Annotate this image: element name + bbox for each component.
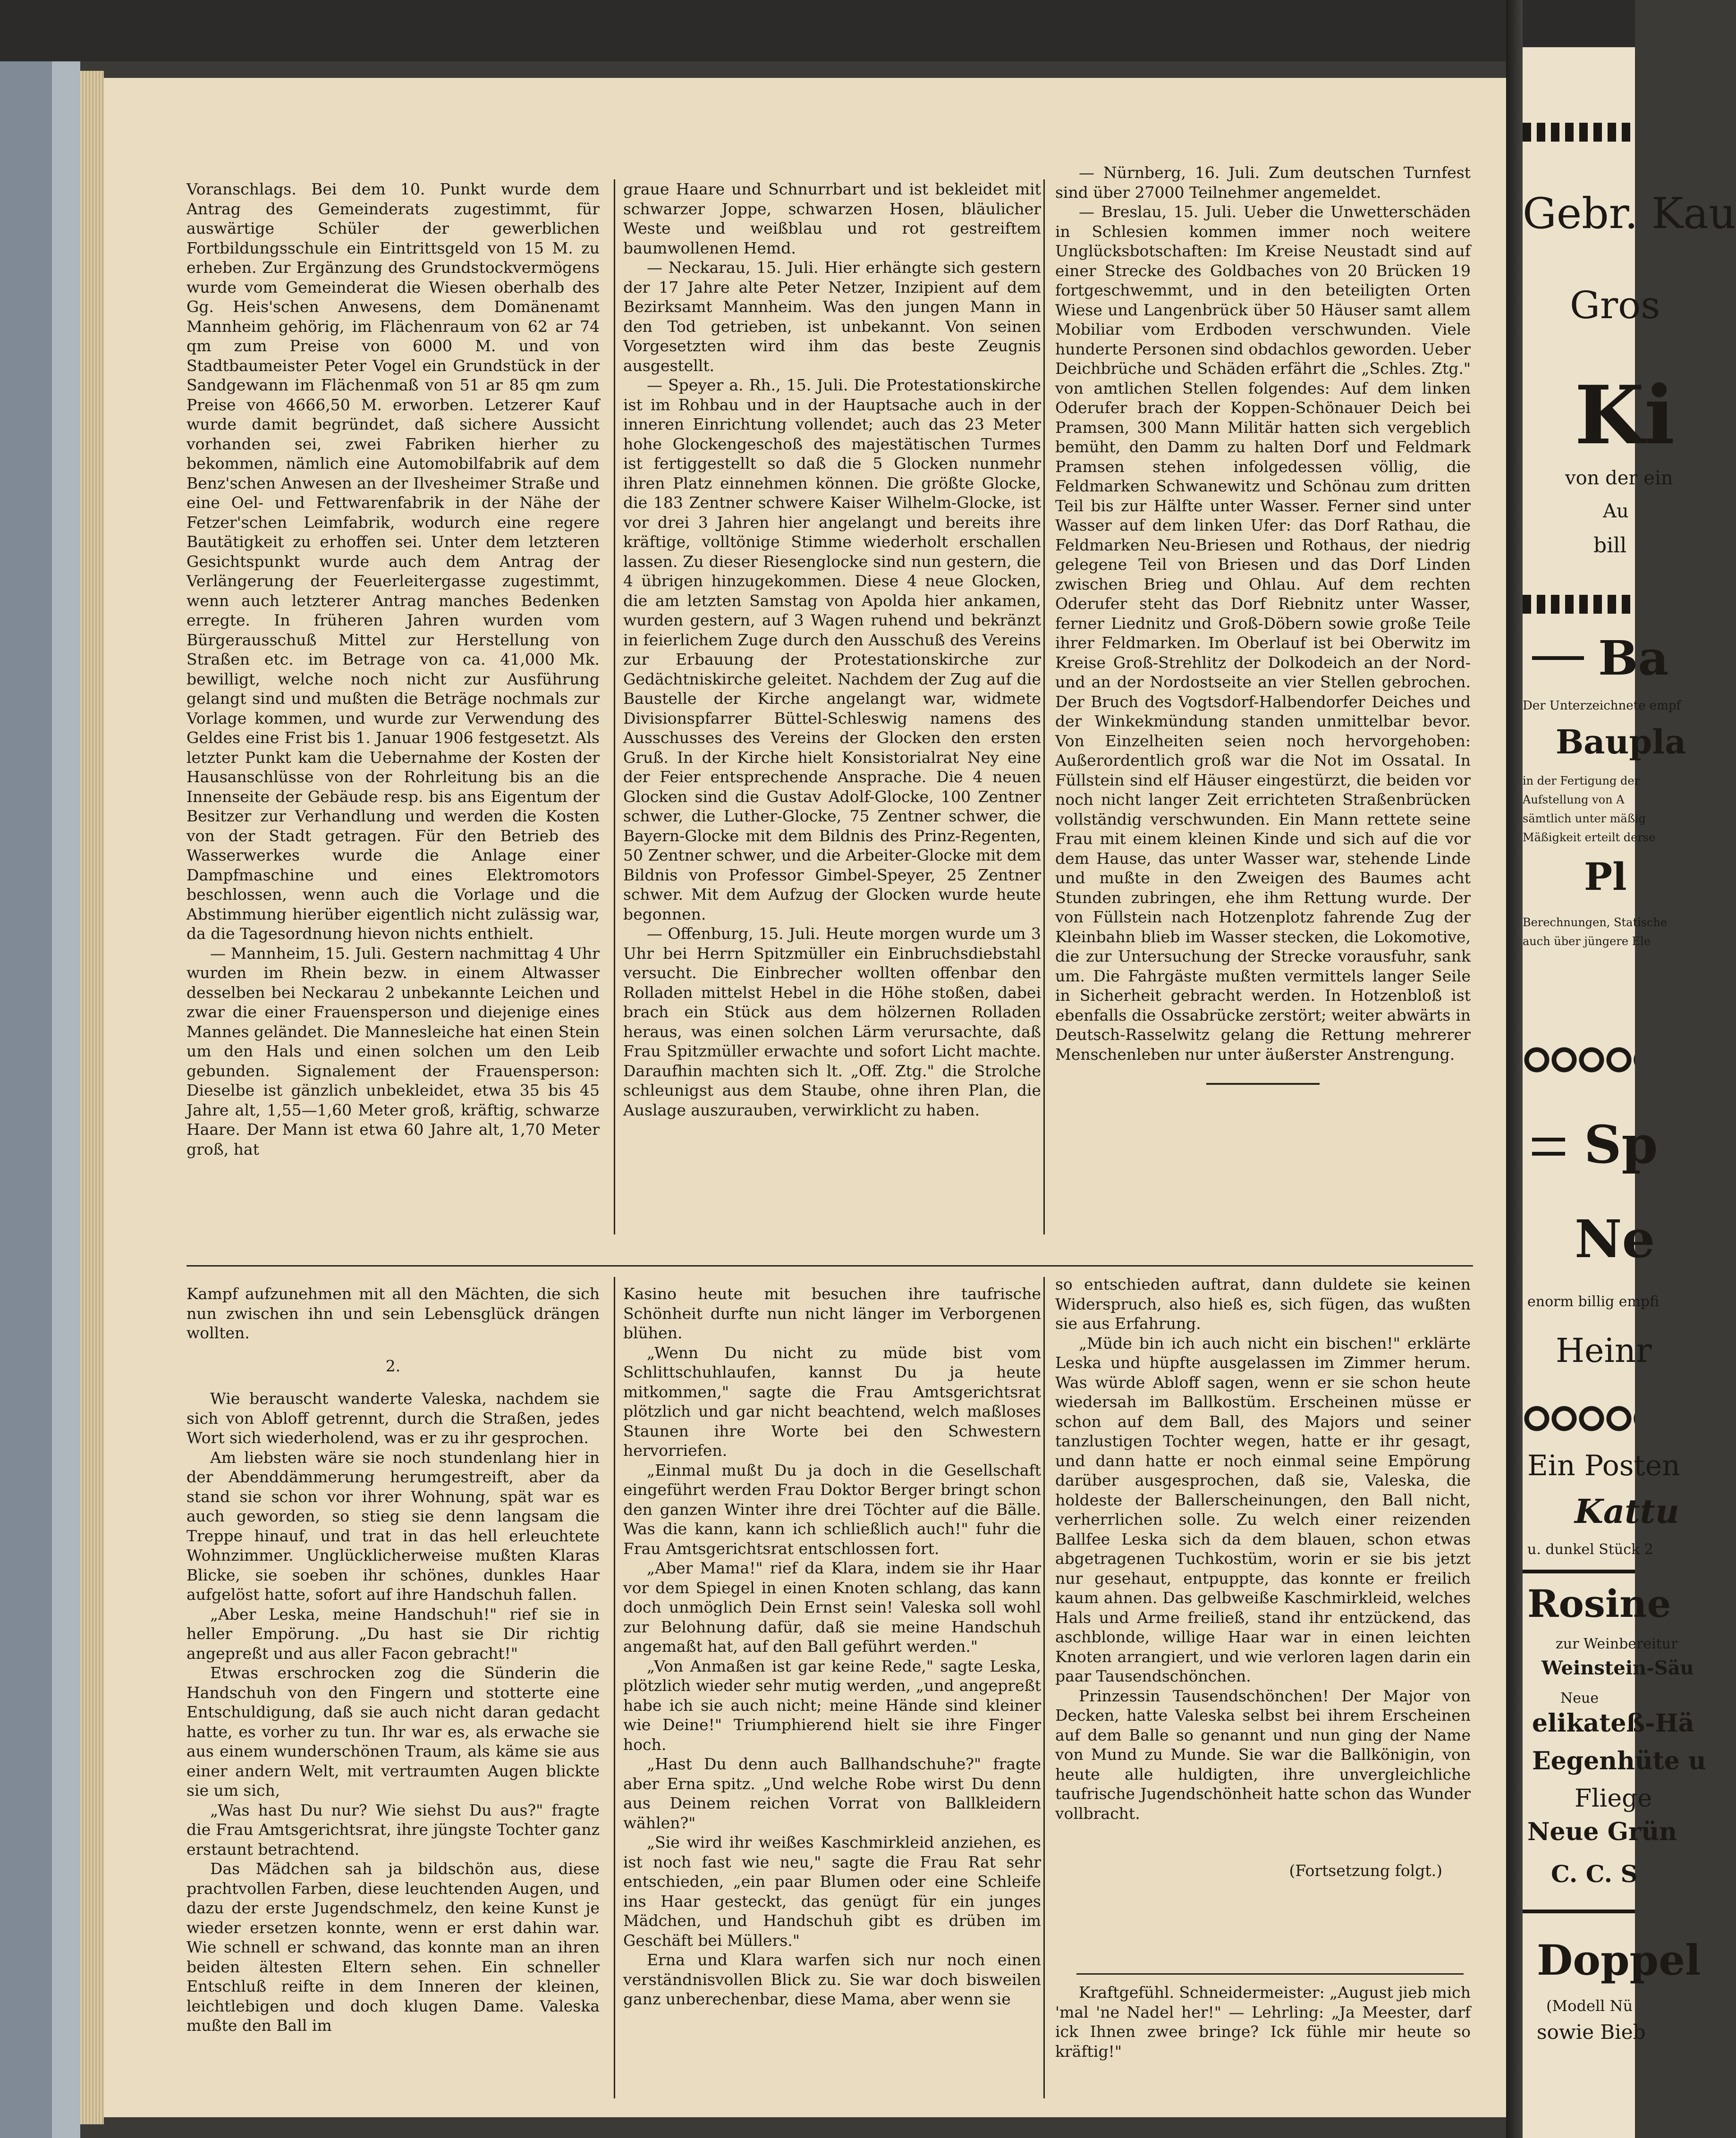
ad-line: elikateß-Hä	[1532, 1709, 1694, 1738]
scanner-background	[0, 0, 1635, 61]
ad-line: von der ein	[1565, 467, 1673, 489]
story-paragraph: „Hast Du denn auch Ballhandschuhe?" fragte aber Erna spitz. „Und welche Robe wirst Du denn aus Deinem reichen Vorrat von Ballkleidern wählen?"	[623, 1755, 1041, 1832]
page-stack-edge	[80, 71, 104, 2124]
ad-line: (Modell Nü	[1546, 1997, 1633, 2015]
facing-page-ads	[1523, 47, 1736, 2138]
anecdote-text: Kraftgefühl. Schneidermeister: „August jieb mich 'mal 'ne Nadel her!" — Lehrling: „Ja Meester, darf ick Ihnen zwee bringe? Ick fühle mir heute so kräftig!"	[1055, 1983, 1471, 2061]
news-paragraph: graue Haare und Schnurrbart und ist bekleidet mit schwarzer Joppe, schwarzen Hosen, bläulicher Weste und weißblau und rot gestreiftem baumwollenen Hemd.	[623, 180, 1041, 257]
ad-line: Mäßigkeit erteilt derse	[1523, 831, 1656, 844]
story-paragraph: „Müde bin ich auch nicht ein bischen!" erklärte Leska und hüpfte ausgelassen im Zimmer herum. Was würde Abloff sagen, wenn er sie schon heute wiedersah im Ballkostüm. Erscheinen müsse er schon auf dem Ball, des Majors und seiner tanzlustigen Tochter wegen, hatte er ihr gesagt, und dann hatte er noch einmal seine Empörung darüber ausgesprochen, daß sie, Valeska, die holdeste der Ballerscheinungen, den Ball nicht, verherrlichen solle. Zu welch einer reizenden Ballfee Leska sich da dem blauen, schon etwas abgetragenen Tuchkostüm, worin er sie bis jetzt nur gesehaut, entpuppte, das konnte er freilich kaum ahnen. Das gelbweiße Kaschmirkleid, welches Hals und Arme freiließ, stand ihr entzückend, das aschblonde, willige Haar war in einen leichten Knoten arrangiert, und wie verloren lagen darin ein paar Tausendschönchen.	[1055, 1334, 1471, 1685]
ad-line: Gebr. Kau	[1523, 189, 1736, 238]
ad-line: Fliege	[1575, 1784, 1652, 1813]
ad-line: Au	[1603, 500, 1629, 522]
story-paragraph: Kasino heute mit besuchen ihre taufrische Schönheit durfte nun nicht länger im Verborgenen blühen.	[623, 1284, 1041, 1342]
ad-rule	[1532, 1138, 1565, 1141]
ad-line: Doppel	[1537, 1935, 1701, 1985]
ad-line: Kattu	[1575, 1492, 1679, 1531]
ornament-border	[1523, 595, 1635, 614]
ad-line: Baupla	[1556, 722, 1686, 761]
story-paragraph: Wie berauscht wanderte Valeska, nachdem sie sich von Abloff getrennt, durch die Straßen, jedes Wort sich wiederholend, was er zu ihr gesprochen.	[186, 1389, 600, 1447]
ad-line: Rosine	[1527, 1581, 1671, 1626]
news-paragraph: — Offenburg, 15. Juli. Heute morgen wurde um 3 Uhr bei Herrn Spitzmüller ein Einbruchsdiebstahl versucht. Die Einbrecher wollten offenbar den Rolladen mittelst Hebel in die Höhe stoßen, dabei brach ein Stück aus dem hölzernen Rolladen heraus, was einen solchen Lärm verursachte, daß Frau Spitzmüller erwachte und sofort Licht machte. Daraufhin machten sich lt. „Off. Ztg." die Strolche schleunigst aus dem Staube, ohne ihren Plan, die Auslage auszurauben, verwirklicht zu haben.	[623, 924, 1041, 1119]
ad-line: sowie Bieb	[1537, 2020, 1646, 2044]
news-paragraph: — Mannheim, 15. Juli. Gestern nachmittag 4 Uhr wurden im Rhein bezw. in einem Altwasser desselben bei Neckarau 2 unbekannte Leichen und zwar die einer Frauensperson und diejenige eines Mannes geländet. Die Mannesleiche hat einen Stein um den Hals und einen solchen um den Leib gebunden. Signalement der Frauensperson: Dieselbe ist gänzlich unbekleidet, etwa 35 bis 45 Jahre alt, 1,55—1,60 Meter groß, kräftig, schwarze Haare. Der Mann ist etwa 60 Jahre alt, 1,70 Meter groß, hat	[186, 944, 600, 1158]
story-paragraph: „Sie wird ihr weißes Kaschmirkleid anziehen, es ist noch fast wie neu," sagte die Frau Rat sehr entschieden, „ein paar Blumen oder eine Schleife ins Haar gesteckt, das genügt für ein junges Mädchen, und Handschuh gibt es drüben im Geschäft bei Müllers."	[623, 1833, 1041, 1950]
column-rule	[614, 1277, 615, 2098]
ad-rule	[1523, 1570, 1635, 1573]
ad-line: Pl	[1584, 854, 1627, 899]
ad-line: Neue	[1560, 1690, 1599, 1707]
ad-line: enorm billig empfi	[1527, 1293, 1660, 1310]
news-paragraph: — Breslau, 15. Juli. Ueber die Unwetterschäden in Schlesien kommen immer noch weitere Unglücksbotschaften: Im Kreise Neustadt sind auf einer Strecke des Goldbaches von 20 Brücken 19 fortgeschwemmt, und in den beteiligten Orten Wiese und Langenbrück über 50 Häuser samt allem Mobiliar vom Erdboden verschwunden. Viele hunderte Personen sind obdachlos geworden. Ueber Deichbrüche und Schäden erfährt die „Schles. Ztg." von amtlichen Stellen folgendes: Auf dem linken Oderufer brach der Koppen-Schönauer Deich bei Pramsen, 300 Mann Militär hatten sich vergeblich bemüht, den Damm zu halten Dorf und Feldmark Pramsen stehen infolgedessen völlig, die Feldmarken Schwanewitz und Schönau zum dritten Teil bis zur Hälfte unter Wasser. Ferner sind unter Wasser auf dem linken Ufer: das Dorf Rathau, die Feldmarken Neu-Briesen und Rothaus, der niedrig gelegene Teil von Briesen und das Dorf Linden zwischen Brieg und Ohlau. Auf dem rechten Oderufer steht das Dorf Riebnitz unter Wasser, ferner Liednitz und Groß-Döbern sowie große Teile ihrer Feldmarken. Im Oberlauf ist bei Oberwitz im Kreise Groß-Strehlitz der Dolkodeich an der Nord- und an der Nordostseite an vier Stellen gebrochen. Der Bruch des Vogtsdorf-Halbendorfer Deiches und der Winkekmündung standen unmittelbar bevor. Von Einzelheiten seien noch hervorgehoben: Außerordentlich groß war die Not im Ossatal. In Füllstein sind elf Häuser eingestürzt, die beiden vor noch nicht langer Zeit errichteten Straßenbrücken vollständig verschwunden. Ein Mann rettete seine Frau mit einem kleinen Kinde und sich auf die vor dem Hause, das unter Wasser war, stehende Linde und mußte in den Zweigen des Baumes acht Stunden zubringen, ehe ihm Rettung wurde. Der von Füllstein nach Hotzenplotz fahrende Zug der Kleinbahn blieb im Wasser stecken, die Lokomotive, die zur Untersuchung der Strecke vorausfuhr, sank um. Die Fahrgäste mußten vermittels langer Seile in Sicherheit gebracht werden. In Hotzenbloß ist ebenfalls die Ossabrücke zerstört; weiter abwärts in Deutsch-Rasselwitz gelang die Rettung mehrerer Menschenleben nur unter äußerster Anstrengung.	[1055, 203, 1471, 1064]
ad-line: auch über jüngere Ele	[1523, 935, 1651, 948]
ad-line: Aufstellung von A	[1523, 793, 1625, 806]
ad-rule	[1532, 656, 1584, 660]
news-paragraph: — Nürnberg, 16. Juli. Zum deutschen Turnfest sind über 27000 Teilnehmer angemeldet.	[1055, 163, 1471, 202]
news-column-2	[623, 179, 1041, 1120]
ornament-border	[1523, 1043, 1635, 1076]
book-cover-edge	[0, 61, 52, 2138]
feuilleton-column-1	[186, 1284, 600, 2036]
column-rule	[614, 179, 615, 1234]
ad-line: Gros	[1570, 283, 1660, 327]
ad-line: Sp	[1584, 1114, 1658, 1175]
news-column-3	[1055, 163, 1471, 1085]
ad-line: u. dunkel Stück 2	[1527, 1541, 1653, 1558]
ad-rule	[1532, 1152, 1565, 1156]
ad-rule	[1523, 1910, 1635, 1913]
ad-line: Weinstein-Säu	[1541, 1657, 1694, 1679]
article-end-rule	[1206, 1083, 1320, 1085]
story-paragraph: Das Mädchen sah ja bildschön aus, diese prachtvollen Farben, diese leuchtenden Augen, und dazu der erste Jugendschmelz, den keine Kunst je wieder ersetzen konnte, wenn er erst dahin war. Wie schnell er schwand, das konnte man an ihren beiden ältesten Eltern sehen. Ein schneller Entschluß reifte in dem Inneren der kleinen, leichtlebigen und doch klugen Dame. Valeska mußte den Ball im	[186, 1859, 600, 2035]
feuilleton-intro: Kampf aufzunehmen mit all den Mächten, die sich nun zwischen ihn und sein Lebensglück drängen wollten.	[186, 1284, 600, 1342]
column-rule	[1043, 1277, 1045, 2098]
ad-line: Berechnungen, Statische	[1523, 916, 1668, 929]
story-paragraph: so entschieden auftrat, dann duldete sie keinen Widerspruch, also hieß es, sich fügen, das wußten sie aus Erfahrung.	[1055, 1275, 1471, 1333]
story-paragraph: „Aber Leska, meine Handschuh!" rief sie in heller Empörung. „Du hast sie Dir richtig angepreßt und aus aller Facon gebracht!"	[186, 1605, 600, 1663]
ornament-border	[1523, 123, 1635, 142]
story-paragraph: „Von Anmaßen ist gar keine Rede," sagte Leska, plötzlich wieder sehr mutig werden, „und angepreßt habe ich sie auch nicht; meine Hände sind kleiner wie Deine!" Triumphierend hielt sie ihre Finger hoch.	[623, 1656, 1041, 1754]
story-paragraph: Etwas erschrocken zog die Sünderin die Handschuh von den Fingern und stotterte eine Entschuldigung, daß sie auch nicht daran gedacht hatte, es vorher zu tun. Ihr war es, als erwache sie aus einem wunderschönen Traum, als käme sie aus einer andern Welt, mit vertraumten Augen blickte sie um sich,	[186, 1664, 600, 1800]
ad-line: Neue Grün	[1527, 1817, 1677, 1846]
ornament-border	[1523, 1402, 1635, 1435]
ad-line: zur Weinbereitur	[1556, 1636, 1678, 1652]
anecdote-divider	[1076, 1973, 1464, 1975]
book-gutter	[1506, 0, 1523, 2138]
anecdote-column	[1055, 1983, 1471, 2061]
ad-line: Der Unterzeichnete empf	[1523, 699, 1681, 713]
ad-line: Ein Posten	[1527, 1449, 1680, 1482]
feuilleton-column-2	[623, 1284, 1041, 2009]
ad-line: bill	[1593, 533, 1627, 558]
story-paragraph: Prinzessin Tausendschönchen! Der Major von Decken, hatte Valeska selbst bei ihrem Erscheinen auf dem Balle so genannt und nun ging der Name von Mund zu Munde. Sie war die Ballkönigin, von heute alle huldigten, ihre unvergleichliche taufrische Jugendschönheit hatte schon das Wunder vollbracht.	[1055, 1686, 1471, 1823]
book-spine-board	[52, 61, 80, 2138]
chapter-number: 2.	[385, 1356, 401, 1375]
feuilleton-column-3	[1055, 1275, 1471, 1881]
story-paragraph: „Einmal mußt Du ja doch in die Gesellschaft eingeführt werden Frau Doktor Berger bringt schon den ganzen Winter ihre drei Töchter auf die Bälle. Was die kann, kann ich schließlich auch!" fuhr die Frau Amtsgerichtsrat entschlossen fort.	[623, 1461, 1041, 1558]
column-rule	[1043, 179, 1045, 1234]
story-paragraph: „Aber Mama!" rief da Klara, indem sie ihr Haar vor dem Spiegel in einen Knoten schlang, das kann doch unmöglich Dein Ernst sein! Valeska soll wohl zur Belohnung dafür, daß sie meine Handschuh angemaßt hat, auf den Ball geführt werden."	[623, 1559, 1041, 1656]
news-paragraph: Voranschlags. Bei dem 10. Punkt wurde dem Antrag des Gemeinderats zugestimmt, für auswärtige Schüler der gewerblichen Fortbildungsschule ein Eintrittsgeld von 15 M. zu erheben. Zur Ergänzung des Grundstockvermögens wurde vom Gemeinderat die Wiesen oberhalb des Gg. Heis'schen Anwesens, dem Domänenamt Mannheim gehörig, im Flächenraum von 62 ar 74 qm zum Preise von 6000 M. und von Stadtbaumeister Peter Vogel ein Grundstück in der Sandgewann im Flächenmaß von 51 ar 85 qm zum Preise von 4666,50 M. erworben. Letzerer Kauf wurde damit begründet, daß sichere Aussicht vorhanden sei, zwei Fabriken hierher zu bekommen, nämlich eine Automobilfabrik auf dem Benz'schen Anwesen an der Ilvesheimer Straße und eine Oel- und Fettwarenfabrik in der Nähe der Fetzer'schen Leimfabrik, wodurch eine regere Bautätigkeit zu erhoffen sei. Unter dem letzteren Gesichtspunkt wurde auch dem Antrag der Verlängerung der Feuerleitergasse zugestimmt, wenn auch letzterer Antrag manches Bedenken erregte. In früheren Jahren wurden vom Bürgerausschuß Mittel zur Herstellung von Straßen etc. im Betrage von ca. 41,000 Mk. bewilligt, welche noch nicht zur Ausführung gelangt sind und mußten die Beträge nochmals zur Vorlage kommen, und wurde zur Verwendung des Geldes eine Frist bis 1. Januar 1906 festgesetzt. Als letzter Punkt kam die Uebernahme der Kosten der Hausanschlüsse von der Rohrleitung bis an die Innenseite der Gebäude resp. bis ans Eigentum der Besitzer zur Verhandlung und werden die Kosten von der Stadt getragen. Für den Betrieb des Wasserwerkes wurde die Anlage einer Dampfmaschine und eines Elektromotors beschlossen, wenn auch die Vorlage und die Abstimmung hierüber eigentlich nicht zulässig war, da die Tagesordnung hievon nichts enthielt.	[186, 180, 600, 943]
ad-line: Ne	[1575, 1208, 1655, 1269]
news-paragraph: — Speyer a. Rh., 15. Juli. Die Protestationskirche ist im Rohbau und in der Hauptsache auch in der inneren Einrichtung vollendet; auch das 23 Meter hohe Glockengeschoß des majestätischen Turmes ist fertiggestellt so daß die 5 Glocken nunmehr ihren Platz einnehmen können. Die größte Glocke, die 183 Zentner schwere Kaiser Wilhelm-Glocke, ist vor drei 3 Jahren hier angelangt und bereits ihre kräftige, volltönige Stimme wiederholt erschallen lassen. Zu dieser Riesenglocke sind nun gestern, die 4 übrigen hinzugekommen. Diese 4 neue Glocken, die am letzten Samstag von Apolda hier ankamen, wurden gestern, auf 3 Wagen ruhend und bekränzt in feierlichem Zuge durch den Ausschuß des Vereins zur Erbauung der Protestationskirche zur Gedächtniskirche geleitet. Nachdem der Zug auf die Baustelle der Kirche angelangt war, widmete Divisionspfarrer Büttel-Schleswig namens des Ausschusses des Vereins der Glocken den ersten Gruß. In der Kirche hielt Konsistorialrat Ney eine der Feier entsprechende Ansprache. Die 4 neuen Glocken sind die Gustav Adolf-Glocke, 100 Zentner schwer, die Luther-Glocke, 75 Zentner schwer, die Bayern-Glocke mit dem Bildnis des Prinz-Regenten, 50 Zentner schwer, und die Arbeiter-Glocke mit dem Bildnis von Professor Gimbel-Speyer, 25 Zentner schwer. Mit dem Aufzug der Glocken wurde heute begonnen.	[623, 376, 1041, 923]
ad-line: sämtlich unter mäßig	[1523, 812, 1646, 825]
story-paragraph: Erna und Klara warfen sich nur noch einen verständnisvollen Blick zu. Sie war doch bisweilen ganz unberechenbar, diese Mama, aber wenn sie	[623, 1951, 1041, 2008]
feuilleton-divider	[186, 1265, 1473, 1267]
ad-line: Ki	[1575, 368, 1675, 463]
ad-line: Heinr	[1556, 1331, 1652, 1370]
ad-line: C. C. S	[1551, 1860, 1638, 1888]
continued-note: (Fortsetzung folgt.)	[1289, 1861, 1442, 1880]
story-paragraph: „Wenn Du nicht zu müde bist vom Schlittschuhlaufen, kannst Du ja heute mitkommen," sagte die Frau Amtsgerichtsrat plötzlich und gar nicht beachtend, welch maßloses Staunen ihre Worte bei den Schwestern hervorriefen.	[623, 1343, 1041, 1460]
news-paragraph: — Neckarau, 15. Juli. Hier erhängte sich gestern der 17 Jahre alte Peter Netzer, Inzipient auf dem Bezirksamt Mannheim. Was den jungen Mann in den Tod getrieben, ist unbekannt. Von seinen Vorgesetzten wird ihm das beste Zeugnis ausgestellt.	[623, 258, 1041, 375]
story-paragraph: Am liebsten wäre sie noch stundenlang hier in der Abenddämmerung herumgestreift, aber da stand sie schon vor ihrer Wohnung, spät war es auch geworden, so stieg sie denn langsam die Treppe hinauf, und trat in das hell erleuchtete Wohnzimmer. Unglücklicherweise mußten Klaras Blicke, sie soeben ihr schönes, dunkles Haar aufgelöst hatte, sofort auf ihre Handschuh fallen.	[186, 1448, 600, 1604]
ad-line: Eegenhüte u	[1532, 1747, 1706, 1775]
news-column-1	[186, 179, 600, 1159]
ad-line: in der Fertigung der	[1523, 774, 1640, 787]
ad-line: Ba	[1598, 630, 1669, 686]
story-paragraph: „Was hast Du nur? Wie siehst Du aus?" fragte die Frau Amtsgerichtsrat, ihre jüngste Tochter ganz erstaunt betrachtend.	[186, 1800, 600, 1859]
